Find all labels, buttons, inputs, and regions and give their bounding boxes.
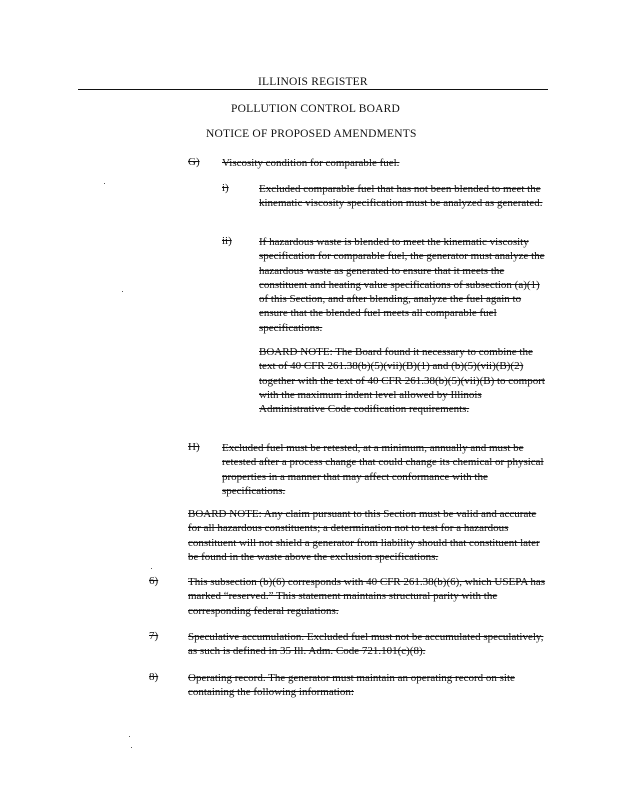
item-h-text: Excluded fuel must be retested, at a minimum, annually and must be retested after a process change that could change its chemical or physical properties in a manner that may affect conformance with the specifications. [222, 442, 544, 497]
scan-speck [122, 291, 123, 292]
register-title: ILLINOIS REGISTER [258, 76, 368, 88]
scan-speck [104, 183, 105, 184]
item-h-mark: H) [188, 441, 200, 453]
board-title: POLLUTION CONTROL BOARD [231, 103, 401, 115]
item-7-mark: 7) [149, 630, 159, 642]
item-6-text: This subsection (b)(6) corresponds with 40 CFR 261.38(b)(6), which USEPA has marked “reserved.” This statement maintains structural parity with the corresponding federal regulations. [188, 576, 546, 617]
item-g-ii-mark: ii) [222, 235, 232, 247]
scan-speck [129, 736, 130, 737]
item-8-mark: 8) [149, 671, 159, 683]
item-7-text: Speculative accumulation. Excluded fuel must not be accumulated speculatively, as such is defined in 35 Ill. Adm. Code 721.101(c)(8). [188, 631, 544, 658]
item-g-ii-board-note: BOARD NOTE: The Board found it necessary to combine the text of 40 CFR 261.38(b)(5)(vii)(B)(1) and (b)(5)(vii)(B)(2) together with the text of 40 CFR 261.38(b)(5)(vii)(B) to comport with the maximum indent level allowed by Illinois Administrative Code codification requirements. [259, 346, 545, 416]
scan-speck [131, 747, 132, 748]
board-note: BOARD NOTE: Any claim pursuant to this Section must be valid and accurate for all hazardous constituents; a determination not to test for a hazardous constituent will not shield a generator from liability should that constituent later be found in the waste above the exclusion specifications. [188, 508, 540, 563]
notice-title: NOTICE OF PROPOSED AMENDMENTS [206, 128, 417, 140]
scan-speck [151, 568, 152, 569]
item-g-text: Viscosity condition for comparable fuel. [222, 157, 400, 169]
item-g-i-text: Excluded comparable fuel that has not been blended to meet the kinematic viscosity specification must be analyzed as generated. [259, 183, 543, 210]
item-g-ii-text: If hazardous waste is blended to meet the kinematic viscosity specification for comparable fuel, the generator must analyze the hazardous waste as generated to ensure that it meets the constituent and heating value specifications of subsection (a)(1) of this Section, and after blending, analyze the fuel again to ensure that the blended fuel meets all comparable fuel specifications. [259, 236, 545, 334]
item-8-text: Operating record. The generator must maintain an operating record on site containing the following information: [188, 672, 515, 699]
item-6-mark: 6) [149, 575, 159, 587]
item-g-mark: G) [188, 156, 200, 168]
header-rule [78, 89, 548, 90]
item-g-i-mark: i) [222, 182, 229, 194]
